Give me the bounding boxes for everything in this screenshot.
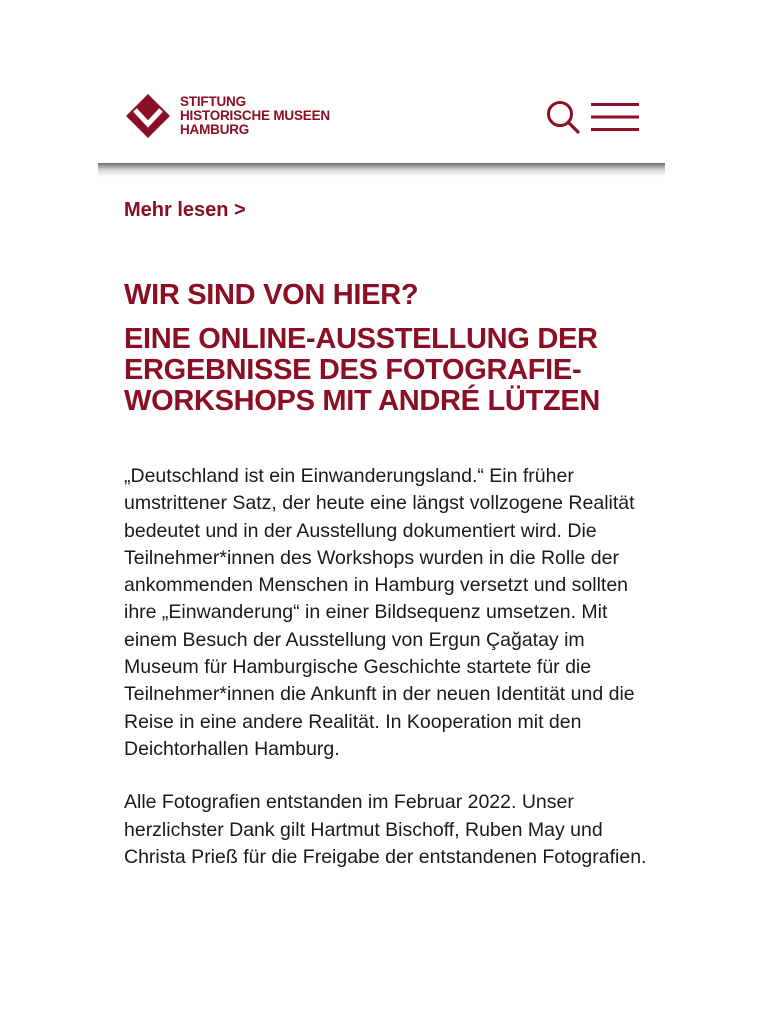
page-title: WIR SIND VON HIER?: [124, 279, 419, 311]
hamburger-menu-icon[interactable]: [591, 102, 639, 132]
page-subtitle: EINE ONLINE-AUSSTELLUNG DER ERGEBNISSE DES FOTOGRAFIE-WORKSHOPS MIT ANDRÉ LÜTZEN: [124, 323, 601, 417]
paragraph-intro: „Deutschland ist ein Einwanderungsland.“ Ein früher umstrittener Satz, der heute eine längst vollzogene Realität bedeutet und in der Ausstellung dokumentiert wird. Die Teilnehmer*innen des Workshops wurden in die Rolle der ankommenden Menschen in Hamburg versetzt und sollten ihre „Einwanderung“ in einer Bildsequenz umsetzen. Mit einem Besuch der Ausstellung von Ergun Çağatay im Museum für Hamburgische Geschichte startete für die Teilnehmer*innen die Ankunft in der neuen Identität und die Reise in eine andere Realität. In Kooperation mit den Deichtorhallen Hamburg.: [124, 465, 635, 760]
logo-line-3: HAMBURG: [180, 122, 250, 137]
search-icon[interactable]: [545, 99, 581, 135]
paragraph-credits: Alle Fotografien entstanden im Februar 2022. Unser herzlichster Dank gilt Hartmut Bischoff, Ruben May und Christa Prieß für die Freigabe der entstandenen Fotografien.: [124, 791, 647, 868]
shm-logo-icon: [126, 94, 170, 138]
logo-line-2: HISTORISCHE MUSEEN: [180, 108, 330, 123]
article-body: [124, 463, 649, 897]
logo-link[interactable]: [126, 94, 330, 138]
logo-line-1: STIFTUNG: [180, 94, 246, 109]
logo-text: [180, 95, 330, 137]
read-more-link[interactable]: Mehr lesen >: [124, 199, 246, 221]
site-header: [98, 60, 665, 164]
header-shadow: [98, 163, 665, 177]
